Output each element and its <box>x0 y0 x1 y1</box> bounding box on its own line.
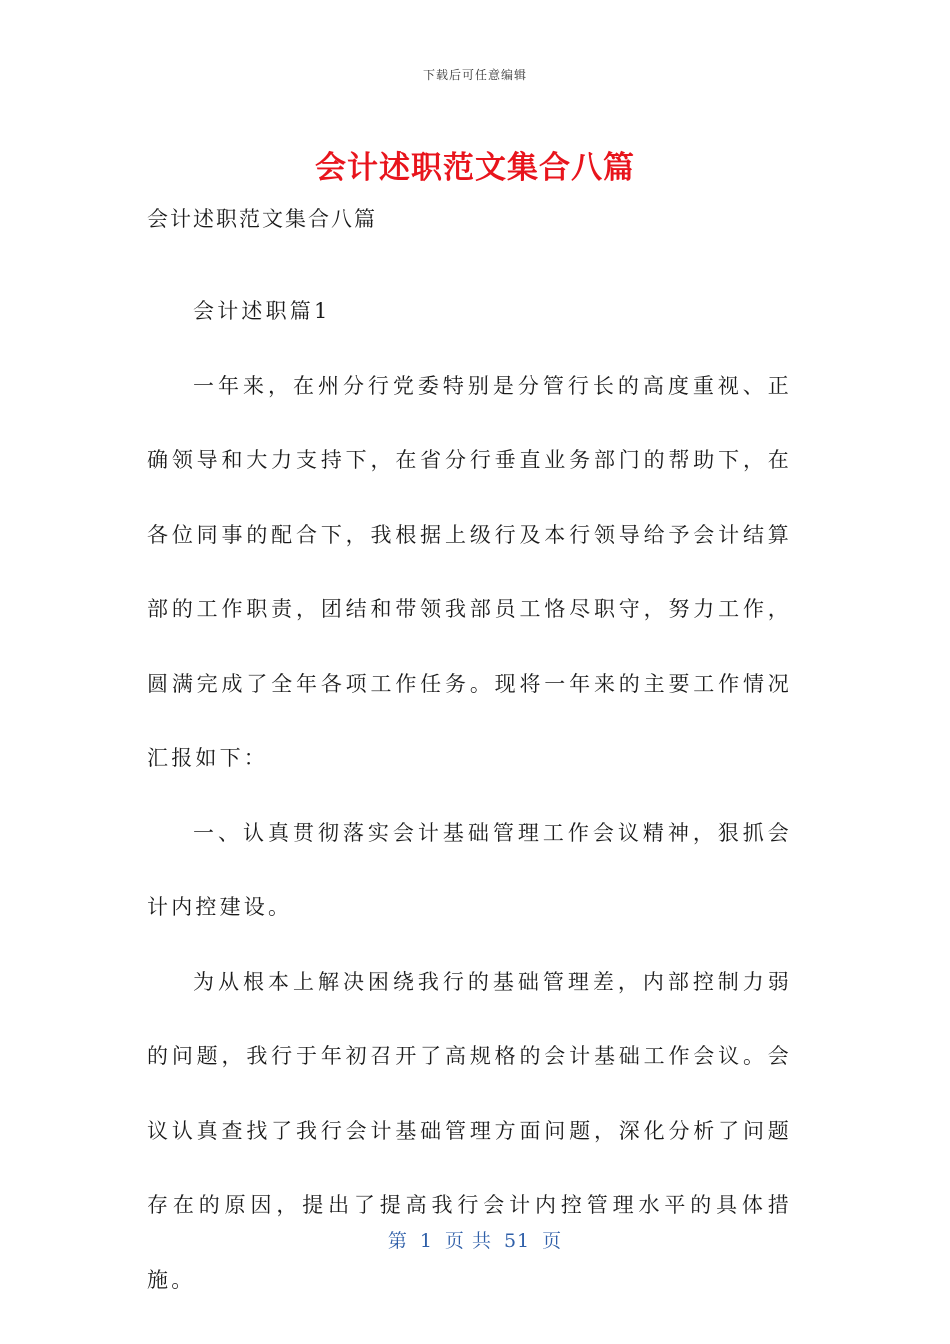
section-heading: 会计述职篇1 <box>193 299 331 323</box>
header-note: 下载后可任意编辑 <box>422 68 527 82</box>
paragraph: 一、认真贯彻落实会计基础管理工作会议精神，狠抓会计内控建设。 <box>147 820 792 919</box>
current-page-number: 1 <box>419 1230 433 1252</box>
footer-label-ye: 页 <box>542 1230 563 1252</box>
paragraph: 为从根本上解决困绕我行的基础管理差，内部控制力弱的问题，我行于年初召开了高规格的会计基础工作会议。会议认真查找了我行会计基础管理方面问题，深化分析了问题存在的原因，提出了提高我行会计内控管理水平的具体措施。 <box>147 969 792 1292</box>
page-footer <box>0 1226 950 1253</box>
footer-label-di: 第 <box>387 1230 408 1252</box>
total-page-count: 51 <box>503 1230 531 1252</box>
paragraph: 一年来，在州分行党委特别是分管行长的高度重视、正确领导和大力支持下，在省分行垂直业务部门的帮助下，在各位同事的配合下，我根据上级行及本行领导给予会计结算部的工作职责，团结和带领我部员工恪尽职守，努力工作，圆满完成了全年各项工作任务。现将一年来的主要工作情况汇报如下： <box>147 373 792 770</box>
document-subtitle: 会计述职范文集合八篇 <box>147 207 377 231</box>
footer-label-ye-gong: 页 共 <box>444 1230 492 1252</box>
document-body <box>147 200 792 1317</box>
document-title: 会计述职范文集合八篇 <box>315 150 635 186</box>
